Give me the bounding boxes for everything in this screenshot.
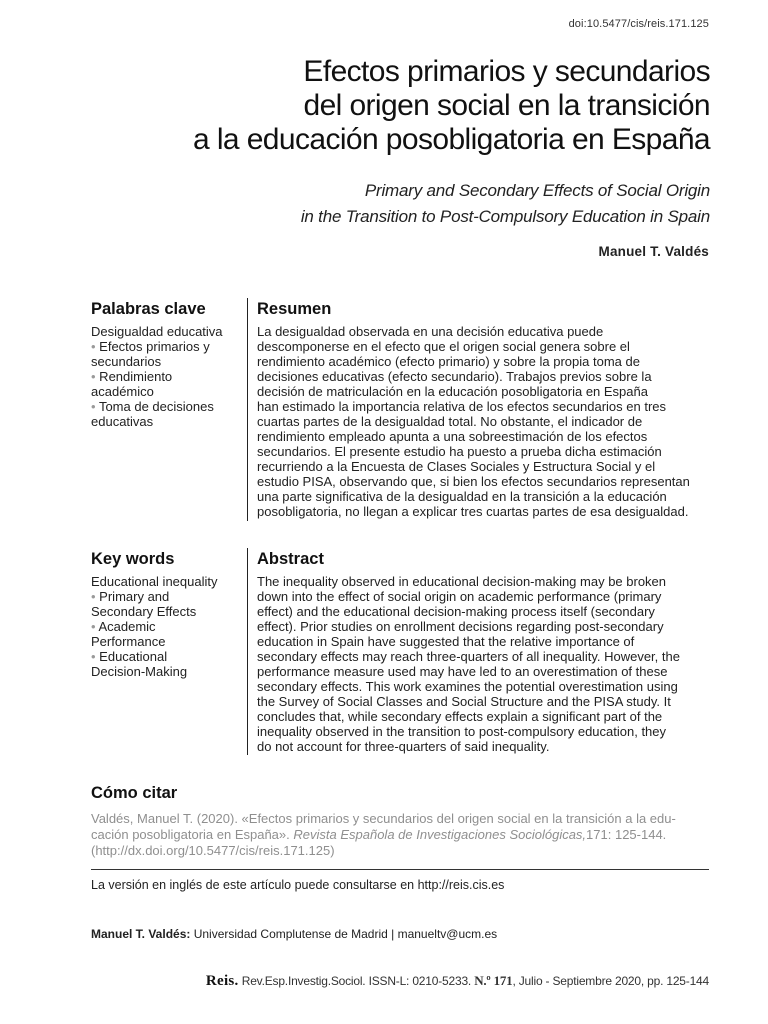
keyword-line bbox=[91, 604, 236, 619]
journal-issn: Rev.Esp.Investig.Sociol. ISSN-L: 0210-5233. bbox=[238, 974, 475, 988]
paragraph-line: La desigualdad observada en una decisión educativa puede bbox=[257, 324, 604, 339]
doi-label: doi:10.5477/cis/reis.171.125 bbox=[568, 18, 709, 30]
abstract-block bbox=[257, 549, 717, 754]
article-title-spanish bbox=[110, 55, 710, 157]
keyword-line bbox=[91, 369, 236, 384]
keyword-line bbox=[91, 619, 236, 634]
paragraph-line: han estimado la importancia relativa de los efectos secundarios en tres bbox=[257, 399, 666, 414]
keyword-text: secundarios bbox=[91, 354, 162, 369]
bullet-icon: • bbox=[91, 649, 96, 664]
title-en-line: Primary and Secondary Effects of Social Origin bbox=[364, 181, 710, 200]
resumen-block bbox=[257, 299, 717, 519]
author-name: Manuel T. Valdés bbox=[598, 244, 709, 259]
paragraph-line: una parte significativa de la desigualdad en la transición a la educación bbox=[257, 489, 667, 504]
keyword-line bbox=[91, 324, 236, 339]
citation-pages: 171: 125-144. bbox=[586, 827, 667, 842]
resumen-heading: Resumen bbox=[257, 300, 332, 318]
citation-doi-link[interactable]: (http://dx.doi.org/10.5477/cis/reis.171.125) bbox=[91, 843, 335, 858]
keyword-line bbox=[91, 664, 236, 679]
keyword-text: Educational inequality bbox=[91, 574, 218, 589]
keyword-text: Secondary Effects bbox=[91, 604, 197, 619]
keyword-text: académico bbox=[91, 384, 154, 399]
paragraph-line: secondary effects. This work examines the potential overestimation using bbox=[257, 679, 678, 694]
bullet-icon: • bbox=[91, 369, 96, 384]
affiliation-text: Universidad Complutense de Madrid | manueltv@ucm.es bbox=[190, 927, 498, 941]
paragraph-line: education in Spain have suggested that the relative importance of bbox=[257, 634, 635, 649]
keyword-text: Efectos primarios y bbox=[95, 339, 210, 354]
english-version-note: La versión en inglés de este artículo puede consultarse en http://reis.cis.es bbox=[91, 878, 505, 892]
resumen-text bbox=[257, 324, 717, 519]
title-es-line: del origen social en la transición bbox=[303, 89, 710, 122]
affiliation-author: Manuel T. Valdés: bbox=[91, 927, 191, 941]
journal-footer bbox=[206, 973, 709, 990]
journal-name: Revista Española de Investigaciones Sociológicas, bbox=[293, 827, 587, 842]
paragraph-line: estudio PISA, observando que, si bien los efectos secundarios representan bbox=[257, 474, 690, 489]
paragraph-line: effect). Prior studies on enrollment decisions regarding post-secondary bbox=[257, 619, 664, 634]
bullet-icon: • bbox=[91, 619, 96, 634]
paragraph-line: posobligatoria, no llegan a explicar tres cuartas partes de esa desigualdad. bbox=[257, 504, 689, 519]
journal-logo: Reis. bbox=[205, 973, 239, 989]
bullet-icon: • bbox=[91, 589, 96, 604]
keyword-text: Decision-Making bbox=[91, 664, 188, 679]
keyword-text: Primary and bbox=[95, 589, 170, 604]
citation-text bbox=[91, 811, 716, 859]
keyword-line bbox=[91, 384, 236, 399]
keyword-line bbox=[91, 634, 236, 649]
horizontal-rule bbox=[91, 869, 709, 870]
paragraph-line: performance measure used may have led to an overestimation of these bbox=[257, 664, 668, 679]
bullet-icon: • bbox=[91, 339, 96, 354]
keyword-text: Desigualdad educativa bbox=[91, 324, 223, 339]
keyword-text: educativas bbox=[91, 414, 154, 429]
keyword-text: Rendimiento bbox=[95, 369, 173, 384]
article-title-english bbox=[110, 178, 710, 230]
paragraph-line: down into the effect of social origin on academic performance (primary bbox=[257, 589, 662, 604]
issue-date-pages: , Julio - Septiembre 2020, pp. 125-144 bbox=[512, 974, 709, 988]
keyword-line bbox=[91, 414, 236, 429]
paragraph-line: descomponerse en el efecto que el origen social genera sobre el bbox=[257, 339, 630, 354]
paragraph-line: do not account for three-quarters of said inequality. bbox=[257, 739, 550, 754]
title-en-line: in the Transition to Post-Compulsory Education in Spain bbox=[300, 207, 710, 226]
keyword-line bbox=[91, 339, 236, 354]
section-divider bbox=[247, 298, 248, 521]
keyword-text: Academic bbox=[95, 619, 156, 634]
keyword-line bbox=[91, 399, 236, 414]
paragraph-line: recurriendo a la Encuesta de Clases Sociales y Estructura Social y el bbox=[257, 459, 656, 474]
citation-heading: Cómo citar bbox=[91, 784, 178, 802]
author-affiliation bbox=[91, 927, 497, 941]
abstract-heading: Abstract bbox=[257, 550, 324, 568]
keyword-line bbox=[91, 649, 236, 664]
paragraph-line: decisiones educativas (efecto secundario). Trabajos previos sobre la bbox=[257, 369, 652, 384]
citation-title-part: cación posobligatoria en España». bbox=[91, 827, 294, 842]
title-es-line: Efectos primarios y secundarios bbox=[303, 55, 710, 88]
citation-line bbox=[91, 827, 716, 843]
paragraph-line: the Survey of Social Classes and Social Structure and the PISA study. It bbox=[257, 694, 671, 709]
keyword-line bbox=[91, 354, 236, 369]
keyword-text: Educational bbox=[95, 649, 168, 664]
keywords-es-list bbox=[91, 324, 236, 429]
paragraph-line: The inequality observed in educational decision-making may be broken bbox=[257, 574, 667, 589]
title-es-line: a la educación posobligatoria en España bbox=[193, 123, 710, 156]
paragraph-line: decisión de matriculación en la educación posobligatoria en España bbox=[257, 384, 648, 399]
keywords-en-list bbox=[91, 574, 236, 679]
paragraph-line: rendimiento académico (efecto primario) y sobre la propia toma de bbox=[257, 354, 640, 369]
paragraph-line: effect) and the educational decision-making process itself (secondary bbox=[257, 604, 655, 619]
citation-line: Valdés, Manuel T. (2020). «Efectos primarios y secundarios del origen social en la transición a la edu- bbox=[91, 811, 676, 826]
bullet-icon: • bbox=[91, 399, 96, 414]
section-divider bbox=[247, 548, 248, 755]
keyword-line bbox=[91, 589, 236, 604]
abstract-text bbox=[257, 574, 717, 754]
keyword-text: Performance bbox=[91, 634, 166, 649]
keywords-es-block bbox=[91, 299, 236, 429]
paragraph-line: inequality observed in the transition to post-compulsory education, they bbox=[257, 724, 667, 739]
keywords-en-heading: Key words bbox=[91, 550, 175, 568]
paragraph-line: cuartas partes de la desigualdad total. No obstante, el indicador de bbox=[257, 414, 643, 429]
keywords-es-heading: Palabras clave bbox=[91, 300, 206, 318]
keyword-text: Toma de decisiones bbox=[95, 399, 214, 414]
paragraph-line: secundarios. El presente estudio ha puesto a prueba dicha estimación bbox=[257, 444, 662, 459]
paragraph-line: rendimiento empleado apunta a una sobreestimación de los efectos bbox=[257, 429, 648, 444]
issue-number: N.º 171 bbox=[474, 973, 513, 988]
paragraph-line: secondary effects may reach three-quarters of all inequality. However, the bbox=[257, 649, 680, 664]
keyword-line bbox=[91, 574, 236, 589]
keywords-en-block bbox=[91, 549, 236, 679]
paragraph-line: concludes that, while secondary effects explain a significant part of the bbox=[257, 709, 663, 724]
